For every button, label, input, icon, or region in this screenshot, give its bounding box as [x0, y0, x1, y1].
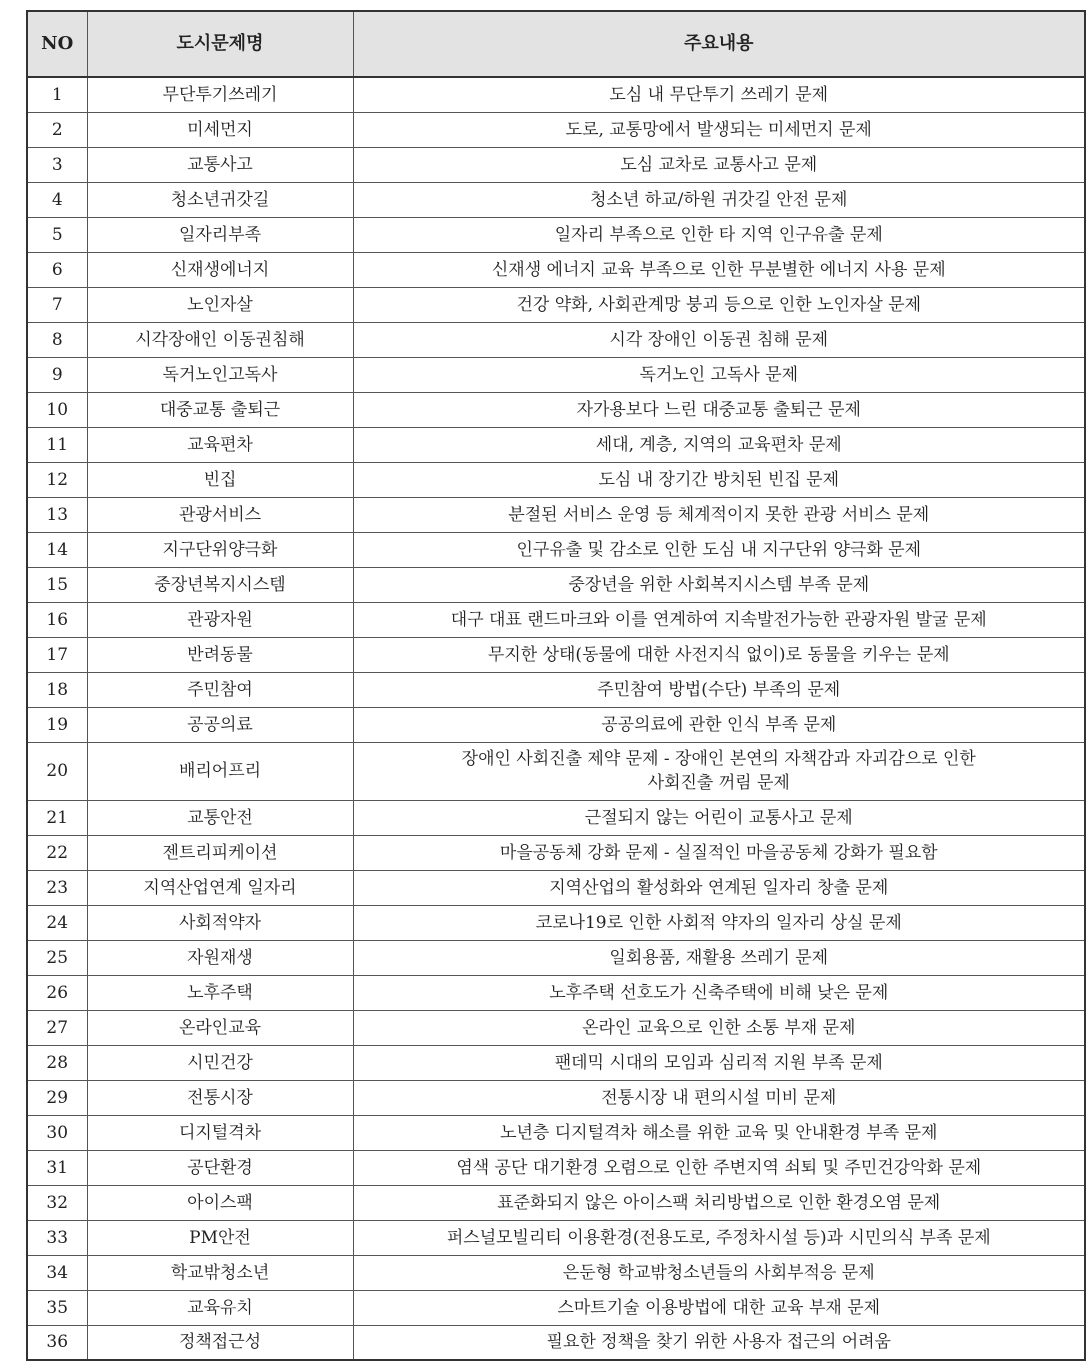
table-row — [27, 1045, 1085, 1080]
issue-name: PM안전 — [87, 1220, 353, 1255]
issue-description: 인구유출 및 감소로 인한 도심 내 지구단위 양극화 문제 — [353, 532, 1085, 567]
row-number: 7 — [27, 287, 87, 322]
issue-name: 빈집 — [87, 462, 353, 497]
table-row — [27, 357, 1085, 392]
issue-description: 마을공동체 강화 문제 - 실질적인 마을공동체 강화가 필요함 — [353, 835, 1085, 870]
table-row — [27, 1290, 1085, 1325]
row-number: 10 — [27, 392, 87, 427]
issue-name: 시각장애인 이동권침해 — [87, 322, 353, 357]
row-number: 14 — [27, 532, 87, 567]
issue-description: 도심 내 무단투기 쓰레기 문제 — [353, 77, 1085, 112]
issue-description: 노후주택 선호도가 신축주택에 비해 낮은 문제 — [353, 975, 1085, 1010]
table-row — [27, 870, 1085, 905]
issue-name: 전통시장 — [87, 1080, 353, 1115]
table-row — [27, 672, 1085, 707]
issue-description: 도로, 교통망에서 발생되는 미세먼지 문제 — [353, 112, 1085, 147]
issue-description: 건강 약화, 사회관계망 붕괴 등으로 인한 노인자살 문제 — [353, 287, 1085, 322]
issue-name: 디지털격차 — [87, 1115, 353, 1150]
table-row — [27, 1325, 1085, 1360]
row-number: 1 — [27, 77, 87, 112]
row-number: 28 — [27, 1045, 87, 1080]
table-row — [27, 905, 1085, 940]
row-number: 2 — [27, 112, 87, 147]
row-number: 22 — [27, 835, 87, 870]
table-row — [27, 182, 1085, 217]
issue-description: 표준화되지 않은 아이스팩 처리방법으로 인한 환경오염 문제 — [353, 1185, 1085, 1220]
table-row — [27, 742, 1085, 800]
issue-name: 배리어프리 — [87, 742, 353, 800]
issue-description: 일회용품, 재활용 쓰레기 문제 — [353, 940, 1085, 975]
issue-name: 교육편차 — [87, 427, 353, 462]
issue-name: 자원재생 — [87, 940, 353, 975]
row-number: 4 — [27, 182, 87, 217]
issue-name: 젠트리피케이션 — [87, 835, 353, 870]
header-main-content: 주요내용 — [353, 11, 1085, 77]
row-number: 16 — [27, 602, 87, 637]
issue-name: 무단투기쓰레기 — [87, 77, 353, 112]
row-number: 26 — [27, 975, 87, 1010]
table-row — [27, 1255, 1085, 1290]
issue-description: 중장년을 위한 사회복지시스템 부족 문제 — [353, 567, 1085, 602]
issue-description: 무지한 상태(동물에 대한 사전지식 없이)로 동물을 키우는 문제 — [353, 637, 1085, 672]
issue-name: 교통안전 — [87, 800, 353, 835]
issue-description: 도심 내 장기간 방치된 빈집 문제 — [353, 462, 1085, 497]
issue-name: 주민참여 — [87, 672, 353, 707]
issue-name: 학교밖청소년 — [87, 1255, 353, 1290]
table-row — [27, 77, 1085, 112]
issue-description: 청소년 하교/하원 귀갓길 안전 문제 — [353, 182, 1085, 217]
issue-name: 공단환경 — [87, 1150, 353, 1185]
issue-name: 시민건강 — [87, 1045, 353, 1080]
issue-description: 온라인 교육으로 인한 소통 부재 문제 — [353, 1010, 1085, 1045]
issue-name: 미세먼지 — [87, 112, 353, 147]
issue-description: 신재생 에너지 교육 부족으로 인한 무분별한 에너지 사용 문제 — [353, 252, 1085, 287]
row-number: 21 — [27, 800, 87, 835]
row-number: 6 — [27, 252, 87, 287]
table-header — [27, 11, 1085, 77]
row-number: 31 — [27, 1150, 87, 1185]
header-no: NO — [27, 11, 87, 77]
table-row — [27, 112, 1085, 147]
issue-description: 필요한 정책을 찾기 위한 사용자 접근의 어려움 — [353, 1325, 1085, 1360]
issue-name: 대중교통 출퇴근 — [87, 392, 353, 427]
table-row — [27, 1115, 1085, 1150]
issue-name: 정책접근성 — [87, 1325, 353, 1360]
row-number: 19 — [27, 707, 87, 742]
issue-description: 분절된 서비스 운영 등 체계적이지 못한 관광 서비스 문제 — [353, 497, 1085, 532]
row-number: 24 — [27, 905, 87, 940]
row-number: 25 — [27, 940, 87, 975]
table-row — [27, 637, 1085, 672]
issue-description: 염색 공단 대기환경 오렴으로 인한 주변지역 쇠퇴 및 주민건강악화 문제 — [353, 1150, 1085, 1185]
row-number: 8 — [27, 322, 87, 357]
row-number: 23 — [27, 870, 87, 905]
row-number: 29 — [27, 1080, 87, 1115]
table-row — [27, 427, 1085, 462]
table-row — [27, 800, 1085, 835]
issue-name: 청소년귀갓길 — [87, 182, 353, 217]
header-row — [27, 11, 1085, 77]
table-row — [27, 975, 1085, 1010]
table-row — [27, 497, 1085, 532]
issue-description: 퍼스널모빌리티 이용환경(전용도로, 주정차시설 등)과 시민의식 부족 문제 — [353, 1220, 1085, 1255]
row-number: 35 — [27, 1290, 87, 1325]
issue-description: 세대, 계층, 지역의 교육편차 문제 — [353, 427, 1085, 462]
issue-name: 교통사고 — [87, 147, 353, 182]
issue-name: 교육유치 — [87, 1290, 353, 1325]
issue-description: 은둔형 학교밖청소년들의 사회부적응 문제 — [353, 1255, 1085, 1290]
table-row — [27, 1220, 1085, 1255]
table-row — [27, 217, 1085, 252]
table-row — [27, 532, 1085, 567]
row-number: 17 — [27, 637, 87, 672]
issue-description: 일자리 부족으로 인한 타 지역 인구유출 문제 — [353, 217, 1085, 252]
issue-name: 아이스팩 — [87, 1185, 353, 1220]
issue-name: 관광서비스 — [87, 497, 353, 532]
table-row — [27, 252, 1085, 287]
row-number: 30 — [27, 1115, 87, 1150]
header-issue-name: 도시문제명 — [87, 11, 353, 77]
issue-description: 도심 교차로 교통사고 문제 — [353, 147, 1085, 182]
table-row — [27, 567, 1085, 602]
row-number: 27 — [27, 1010, 87, 1045]
row-number: 11 — [27, 427, 87, 462]
table-row — [27, 462, 1085, 497]
issue-name: 반려동물 — [87, 637, 353, 672]
table-row — [27, 602, 1085, 637]
row-number: 12 — [27, 462, 87, 497]
issue-name: 공공의료 — [87, 707, 353, 742]
row-number: 36 — [27, 1325, 87, 1360]
issue-description: 시각 장애인 이동권 침해 문제 — [353, 322, 1085, 357]
table-body — [27, 77, 1085, 1360]
table-row — [27, 322, 1085, 357]
table-row — [27, 392, 1085, 427]
row-number: 5 — [27, 217, 87, 252]
table-row — [27, 835, 1085, 870]
row-number: 34 — [27, 1255, 87, 1290]
issue-description-line: 사회진출 꺼림 문제 — [647, 773, 790, 793]
table-row — [27, 707, 1085, 742]
row-number: 33 — [27, 1220, 87, 1255]
issue-name: 노인자살 — [87, 287, 353, 322]
issue-name: 중장년복지시스템 — [87, 567, 353, 602]
urban-issues-table — [26, 10, 1086, 1361]
issue-description: 주민참여 방법(수단) 부족의 문제 — [353, 672, 1085, 707]
issue-description: 스마트기술 이용방법에 대한 교육 부재 문제 — [353, 1290, 1085, 1325]
row-number: 3 — [27, 147, 87, 182]
issue-name: 지구단위양극화 — [87, 532, 353, 567]
issue-description: 전통시장 내 편의시설 미비 문제 — [353, 1080, 1085, 1115]
issue-description: 근절되지 않는 어린이 교통사고 문제 — [353, 800, 1085, 835]
table-row — [27, 1010, 1085, 1045]
issue-description: 대구 대표 랜드마크와 이를 연계하여 지속발전가능한 관광자원 발굴 문제 — [353, 602, 1085, 637]
row-number: 15 — [27, 567, 87, 602]
table-row — [27, 287, 1085, 322]
issue-description: 지역산업의 활성화와 연계된 일자리 창출 문제 — [353, 870, 1085, 905]
issue-name: 독거노인고독사 — [87, 357, 353, 392]
issue-name: 지역산업연계 일자리 — [87, 870, 353, 905]
table-row — [27, 1080, 1085, 1115]
issue-name: 일자리부족 — [87, 217, 353, 252]
issue-description: 노년층 디지털격차 해소를 위한 교육 및 안내환경 부족 문제 — [353, 1115, 1085, 1150]
row-number: 20 — [27, 742, 87, 800]
table-row — [27, 1185, 1085, 1220]
issue-name: 사회적약자 — [87, 905, 353, 940]
issue-name: 온라인교육 — [87, 1010, 353, 1045]
issue-description: 공공의료에 관한 인식 부족 문제 — [353, 707, 1085, 742]
row-number: 13 — [27, 497, 87, 532]
issue-name: 신재생에너지 — [87, 252, 353, 287]
issue-description — [353, 742, 1085, 800]
issue-description: 자가용보다 느린 대중교통 출퇴근 문제 — [353, 392, 1085, 427]
table-row — [27, 147, 1085, 182]
issue-description: 코로나19로 인한 사회적 약자의 일자리 상실 문제 — [353, 905, 1085, 940]
row-number: 32 — [27, 1185, 87, 1220]
row-number: 9 — [27, 357, 87, 392]
table-row — [27, 1150, 1085, 1185]
row-number: 18 — [27, 672, 87, 707]
issue-description: 독거노인 고독사 문제 — [353, 357, 1085, 392]
issue-name: 노후주택 — [87, 975, 353, 1010]
issue-name: 관광자원 — [87, 602, 353, 637]
issue-description: 팬데믹 시대의 모임과 심리적 지원 부족 문제 — [353, 1045, 1085, 1080]
table-row — [27, 940, 1085, 975]
issue-description-line: 장애인 사회진출 제약 문제 - 장애인 본연의 자책감과 자괴감으로 인한 — [461, 749, 976, 769]
